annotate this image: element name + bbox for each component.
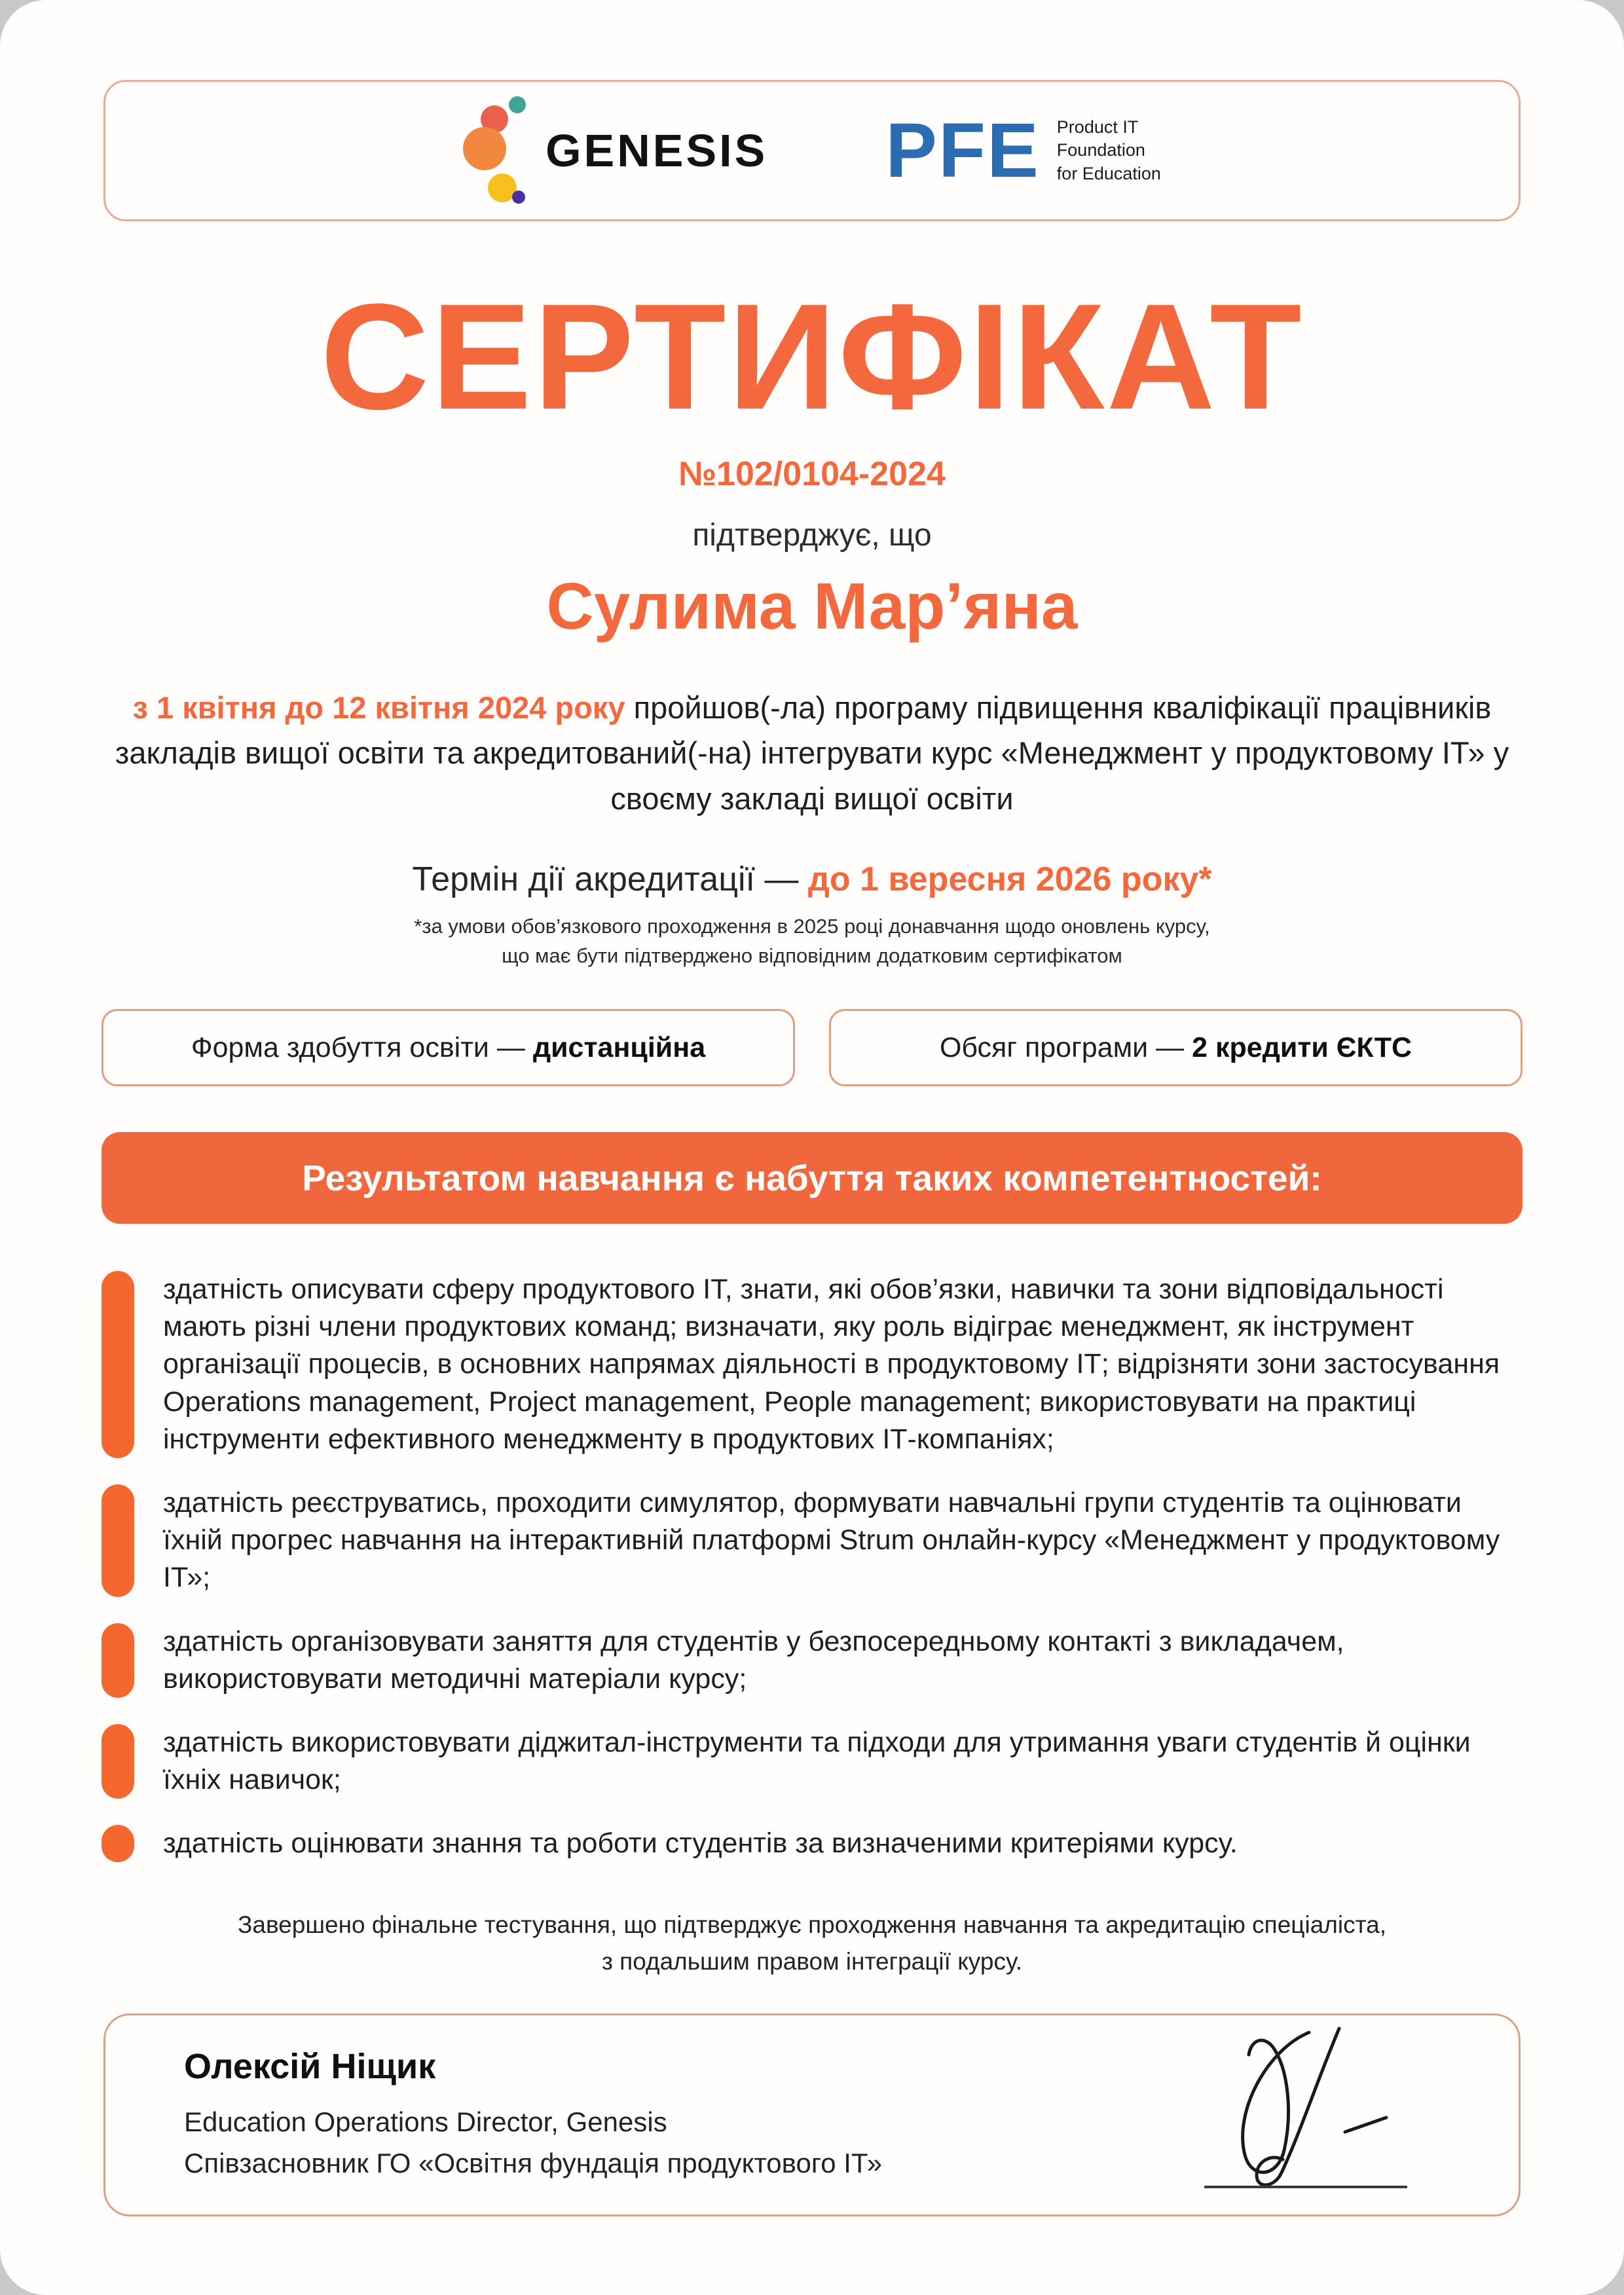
competency-text: здатність оцінювати знання та роботи студентів за визначеними критеріями курсу. (163, 1827, 1238, 1860)
closing-note (101, 1907, 1522, 1979)
accreditation-term-value: до 1 вересня 2026 року* (807, 860, 1212, 899)
signatory-role-line: Education Operations Director, Genesis (184, 2106, 667, 2138)
education-form-value: дистанційна (532, 1031, 706, 1063)
program-volume-pill (829, 1009, 1522, 1086)
competency-text: здатність описувати сферу продуктового ІТ, знати, які обов’язки, навички та зони відповідальності мають різні члени продуктових команд; визначати, яку роль відіграє менеджмент, як інструмент організації процесів, в основних напрямах діяльності в продуктовому ІТ; відрізняти зони застосування Operations management, Project management, People management; використовувати на практиці інструменти ефективного менеджменту в продуктових ІТ-компаніях; (163, 1274, 1500, 1455)
pfe-tagline-line: Foundation (1056, 140, 1145, 160)
signature-underline (1204, 2186, 1407, 2188)
genesis-circles-icon (463, 95, 528, 206)
list-item (101, 1484, 1522, 1597)
bullet-marker-icon (101, 1825, 134, 1862)
pfe-wordmark: PFE (885, 107, 1040, 194)
accreditation-footnote-line: *за умови обов’язкового проходження в 2025 році донавчання щодо оновлень курсу, (414, 915, 1210, 938)
program-info-pills (101, 1009, 1522, 1086)
list-item (101, 1623, 1522, 1698)
list-item (101, 1825, 1522, 1862)
accreditation-term (101, 860, 1522, 899)
certificate-number: №102/0104-2024 (678, 454, 946, 493)
bullet-marker-icon (101, 1623, 134, 1698)
pfe-logo (885, 107, 1161, 194)
list-item (101, 1724, 1522, 1799)
genesis-logo (463, 95, 767, 206)
signatory-role-line: Співзасновник ГО «Освітня фундація продуктового ІТ» (184, 2148, 883, 2179)
certificate-title: СЕРТИФІКАТ (320, 272, 1304, 441)
program-description-text: пройшов(-ла) програму підвищення кваліфікації працівників закладів вищої освіти та акредитований(-на) інтегрувати курс «Менеджмент у продуктовому ІТ» у своєму закладі вищої освіти (115, 689, 1509, 816)
accreditation-term-label: Термін дії акредитації — (412, 860, 808, 899)
logos-header-box (103, 80, 1521, 221)
competency-text: здатність використовувати діджитал-інструменти та підходи для утримання уваги студентів й оцінки їхніх навичок; (163, 1726, 1471, 1796)
bullet-marker-icon (101, 1724, 134, 1799)
program-description (105, 685, 1519, 822)
closing-note-line: з подальшим правом інтеграції курсу. (601, 1947, 1023, 1975)
accreditation-footnote (101, 912, 1522, 971)
signatory-info (184, 2046, 882, 2184)
bullet-marker-icon (101, 1271, 134, 1458)
pfe-tagline-line: Product IT (1056, 117, 1139, 138)
competencies-list (101, 1271, 1522, 1862)
signature-box (103, 2013, 1521, 2216)
education-form-pill (101, 1009, 795, 1086)
recipient-name: Сулима Мар’яна (546, 569, 1078, 643)
signatory-roles (184, 2101, 882, 2184)
program-date-range: з 1 квітня до 12 квітня 2024 року (132, 689, 625, 725)
signatory-name: Олексій Ніщик (184, 2047, 436, 2087)
competency-text: здатність реєструватись, проходити симулятор, формувати навчальні групи студентів та оцінювати їхній прогрес навчання на інтерактивній платформі Strum онлайн-курсу «Менеджмент у продуктовому ІТ»; (163, 1486, 1500, 1594)
competencies-heading-banner: Результатом навчання є набуття таких компетентностей: (101, 1132, 1522, 1224)
confirms-label: підтверджує, що (692, 517, 932, 553)
signature-area (1204, 2030, 1420, 2200)
program-volume-value: 2 кредити ЄКТС (1192, 1031, 1412, 1063)
list-item (101, 1271, 1522, 1458)
competency-text: здатність організовувати заняття для студентів у безпосередньому контакті з викладачем, використовувати методичні матеріали курсу; (163, 1625, 1344, 1695)
accreditation-footnote-line: що має бути підтверджено відповідним додатковим сертифікатом (502, 944, 1122, 968)
program-volume-label: Обсяг програми — (939, 1031, 1192, 1063)
education-form-label: Форма здобуття освіти — (191, 1031, 533, 1063)
genesis-wordmark: GENESIS (545, 125, 768, 176)
handwritten-signature-icon (1211, 2021, 1407, 2197)
pfe-tagline-line: for Education (1056, 163, 1161, 183)
closing-note-line: Завершено фінальне тестування, що підтверджує проходження навчання та акредитацію спеціаліста, (238, 1911, 1386, 1939)
bullet-marker-icon (101, 1484, 134, 1597)
pfe-tagline (1057, 116, 1161, 185)
